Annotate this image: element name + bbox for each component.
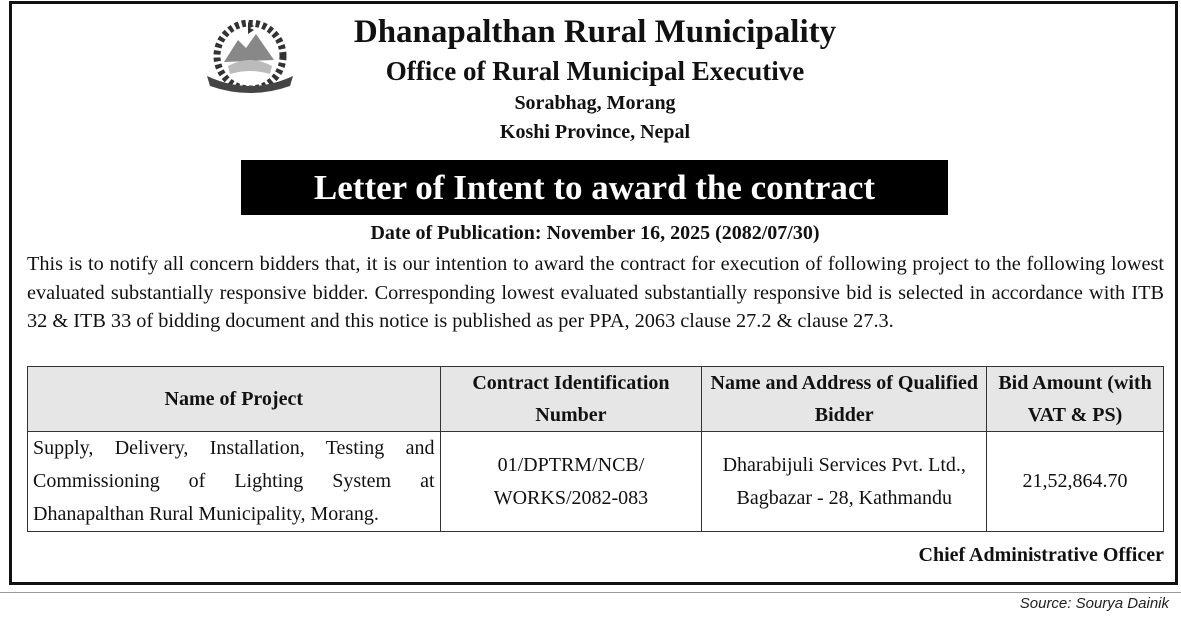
bid-amount-cell: 21,52,864.70 bbox=[987, 432, 1164, 532]
contract-id-cell: 01/DPTRM/NCB/ WORKS/2082-083 bbox=[440, 432, 702, 532]
notice-title: Letter of Intent to award the contract bbox=[241, 160, 948, 215]
publication-date: Date of Publication: November 16, 2025 (2082/07/30) bbox=[370, 222, 820, 244]
notice-body: This is to notify all concern bidders that, it is our intention to award the contract for execution of following project to the following lowest evaluated substantially responsive bidder. Corresponding lowest evaluated substantially responsive bid is selected in accordance with ITB 32 & ITB 33 of bidding document and this notice is published as per PPA, 2063 clause 27.2 & clause 27.3. bbox=[27, 253, 1164, 333]
divider bbox=[0, 592, 1181, 593]
award-table bbox=[27, 366, 1164, 532]
project-name-cell: Supply, Delivery, Installation, Testing and Commissioning of Lighting System at Dhanapalthan Rural Municipality, Morang. bbox=[28, 432, 441, 532]
bidder-cell: Dharabijuli Services Pvt. Ltd., Bagbazar - 28, Kathmandu bbox=[702, 432, 987, 532]
office-name: Office of Rural Municipal Executive bbox=[385, 56, 805, 86]
table-header-row bbox=[28, 367, 1164, 432]
signatory: Chief Administrative Officer bbox=[918, 544, 1164, 566]
municipality-name: Dhanapalthan Rural Municipality bbox=[353, 14, 837, 50]
address-line-1: Sorabhag, Morang bbox=[514, 92, 676, 114]
address-line-2: Koshi Province, Nepal bbox=[499, 121, 691, 143]
col-header-contract-id: Contract Identification Number bbox=[440, 367, 702, 432]
col-header-bid-amount: Bid Amount (with VAT & PS) bbox=[987, 367, 1164, 432]
table-row bbox=[28, 432, 1164, 532]
col-header-bidder: Name and Address of Qualified Bidder bbox=[702, 367, 987, 432]
col-header-project: Name of Project bbox=[28, 367, 441, 432]
source-credit: Source: Sourya Dainik bbox=[1019, 595, 1169, 612]
